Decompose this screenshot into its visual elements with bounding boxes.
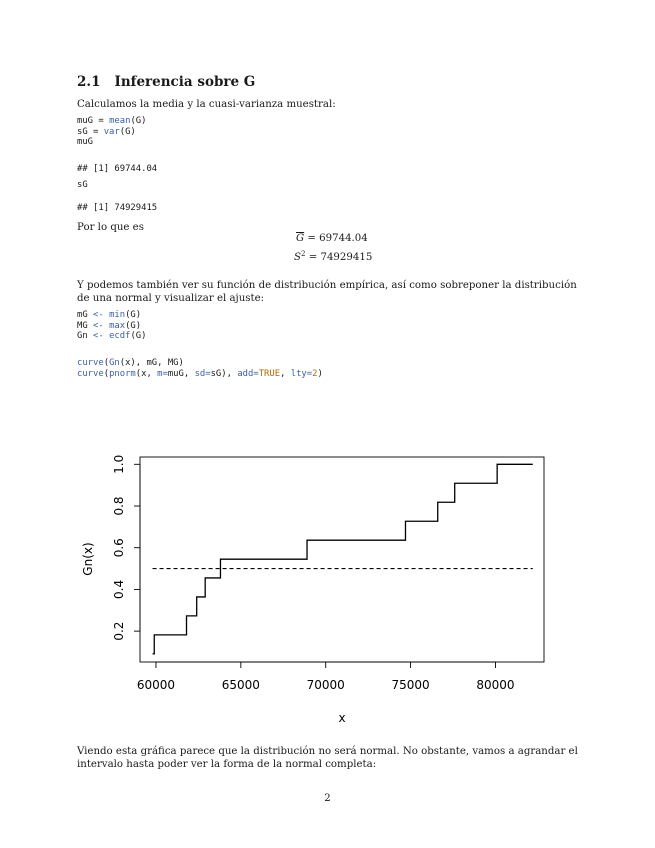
code-token: ( xyxy=(103,368,110,379)
code-token: muG xyxy=(77,116,94,126)
code-token: (x, xyxy=(135,368,158,379)
x-tick-label: 75000 xyxy=(391,678,430,692)
code-token: curve xyxy=(77,368,104,379)
x-tick-label: 70000 xyxy=(306,678,345,692)
formula-variance-rhs: = 74929415 xyxy=(305,252,373,263)
code-token: lty= xyxy=(290,368,313,379)
plot-frame xyxy=(140,457,544,662)
code-token: ( xyxy=(103,358,110,368)
code-block-2: sG xyxy=(77,180,88,190)
code-token: = xyxy=(93,116,110,126)
formula-mean-lhs: $\overline{G}$ xyxy=(296,233,305,244)
code-token: (G) xyxy=(119,126,136,137)
formula-mean-rhs: = 69744.04 xyxy=(304,233,368,244)
ecdf-step-line xyxy=(153,464,533,654)
code-token: add= xyxy=(237,368,259,379)
chart-layer xyxy=(112,455,533,692)
code-token: muG xyxy=(77,137,94,148)
code-token: pnorm xyxy=(109,368,136,379)
y-tick-label: 1.0 xyxy=(112,454,126,474)
code-token: , xyxy=(280,368,291,379)
code-token: max xyxy=(109,320,126,331)
code-token: (G) xyxy=(130,116,147,126)
y-axis-label: Gn(x) xyxy=(81,542,95,576)
code-token: mean xyxy=(109,116,131,126)
y-tick-label: 0.4 xyxy=(112,579,126,599)
code-token: min xyxy=(109,310,126,320)
x-axis-label: x xyxy=(338,711,346,725)
y-tick-label: 0.6 xyxy=(112,538,126,558)
code-token: ecdf xyxy=(109,331,131,342)
code-token: <- xyxy=(87,331,110,342)
formula-variance-sup: 2 xyxy=(300,250,306,258)
formula-variance-lhs: S xyxy=(294,252,301,263)
code-token: <- xyxy=(87,310,110,320)
paragraph-conclusion: Viendo esta gráfica parece que la distribución no será normal. No obstante, vamos a agrandar el intervalo hasta poder ver la forma de la normal completa: xyxy=(77,746,578,770)
code-token: sG xyxy=(77,126,88,137)
x-tick-label: 80000 xyxy=(476,678,515,692)
code-token: MG xyxy=(77,320,88,331)
porloque-paragraph: Por lo que es xyxy=(77,222,144,233)
output-1: ## [1] 69744.04 xyxy=(77,164,158,174)
code-token: 2 xyxy=(312,368,318,379)
page-number: 2 xyxy=(324,793,331,804)
section-title: Inferencia sobre G xyxy=(114,74,256,90)
code-token: <- xyxy=(87,320,110,331)
code-token: m= xyxy=(157,368,168,379)
code-token: muG, xyxy=(167,368,195,379)
code-token: curve xyxy=(77,358,104,368)
paragraph-ecdf: Y podemos también ver su función de distribución empírica, así como sobreponer la distribución de una normal y visualizar el ajuste: xyxy=(77,280,577,304)
intro-paragraph: Calculamos la media y la cuasi-varianza muestral: xyxy=(77,99,336,110)
code-token: sd= xyxy=(194,368,211,379)
code-token: TRUE xyxy=(258,368,281,379)
section-number: 2.1 xyxy=(77,74,101,90)
code-token: (G) xyxy=(130,331,147,342)
code-token: (x), mG, MG) xyxy=(119,358,184,368)
code-token: sG), xyxy=(210,368,238,379)
x-tick-label: 60000 xyxy=(136,678,176,692)
code-token: var xyxy=(103,126,120,137)
code-token: (G) xyxy=(125,310,142,320)
code-token: ) xyxy=(317,368,323,379)
x-tick-label: 65000 xyxy=(221,678,260,692)
code-token: (G) xyxy=(125,320,142,331)
y-tick-label: 0.2 xyxy=(112,621,126,641)
code-token: Gn xyxy=(77,331,88,342)
code-token: = xyxy=(87,126,104,137)
code-token: mG xyxy=(77,310,88,320)
output-2: ## [1] 74929415 xyxy=(77,203,158,213)
code-token: Gn xyxy=(109,358,120,368)
y-tick-label: 0.8 xyxy=(112,496,126,516)
